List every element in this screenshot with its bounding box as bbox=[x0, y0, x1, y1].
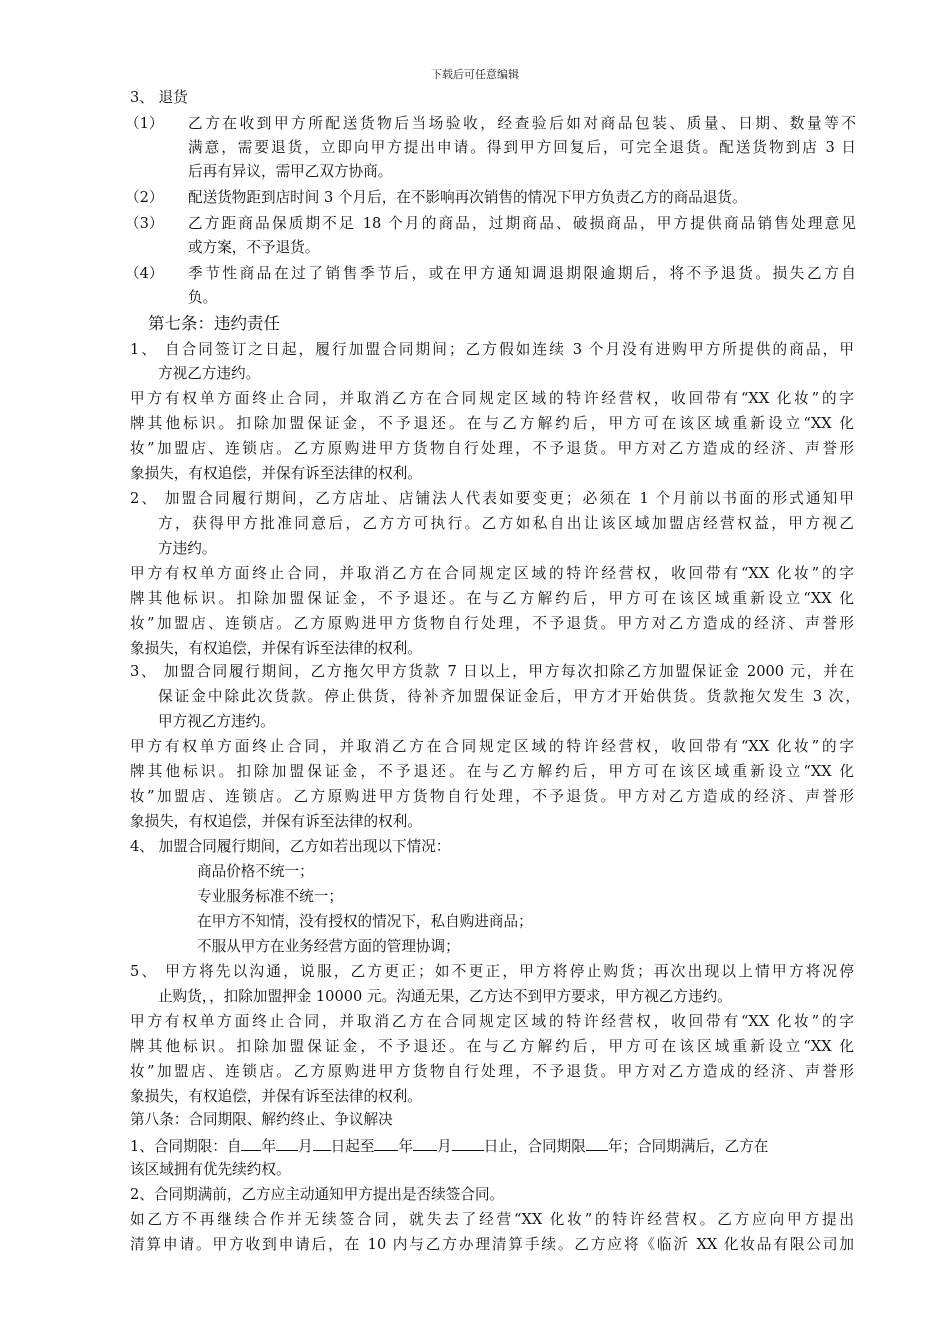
list-item-line: 满意，需要退货，立即向甲方提出申请。得到甲方回复后，可完全退货。配送货物到店 3 日 bbox=[188, 139, 856, 156]
page-header: 下载后可任意编辑 bbox=[431, 68, 519, 81]
blank-start-month bbox=[276, 1135, 298, 1151]
blank-term-years bbox=[586, 1135, 608, 1151]
renew-line: 2、合同期满前，乙方应主动通知甲方提出是否续签合同。 bbox=[130, 1186, 505, 1203]
list-item-line: 负。 bbox=[188, 289, 218, 306]
term-text: 年 bbox=[398, 1138, 414, 1155]
penalty-line: 甲方有权单方面终止合同，并取消乙方在合同规定区域的特许经营权，收回带有“XX 化妆”的字 bbox=[130, 1013, 854, 1030]
penalty-line: 牌其他标识。扣除加盟保证金，不予退还。在与乙方解约后，甲方可在该区域重新设立“XX 化 bbox=[130, 415, 854, 432]
penalty-line: 牌其他标识。扣除加盟保证金，不予退还。在与乙方解约后，甲方可在该区域重新设立“XX 化 bbox=[130, 590, 854, 607]
blank-end-month bbox=[413, 1135, 437, 1151]
term-text: 日起至 bbox=[330, 1138, 375, 1155]
term-text: 日止，合同期限 bbox=[483, 1138, 586, 1155]
settle-line: 清算申请。甲方收到申请后，在 10 内与乙方办理清算手续。乙方应将《临沂 XX 化妆品有限公司加 bbox=[130, 1236, 854, 1253]
penalty-line: 象损失，有权追偿，并保有诉至法律的权利。 bbox=[130, 1088, 422, 1105]
list-item-number: （3） bbox=[125, 215, 164, 232]
clause-line: 2、 加盟合同履行期间，乙方店址、店铺法人代表如要变更；必须在 1 个月前以书面的形式通知甲 bbox=[130, 490, 854, 507]
returns-title: 3、 退货 bbox=[130, 89, 188, 106]
penalty-line: 象损失，有权追偿，并保有诉至法律的权利。 bbox=[130, 640, 422, 657]
list-item-number: （2） bbox=[125, 189, 164, 206]
term-text: 年；合同期满后，乙方在 bbox=[607, 1138, 769, 1155]
sub-item: 不服从甲方在业务经营方面的管理协调； bbox=[197, 938, 460, 955]
clause-line: 4、 加盟合同履行期间，乙方如若出现以下情况： bbox=[130, 838, 451, 855]
penalty-line: 妆”加盟店、连锁店。乙方原购进甲方货物自行处理，不予退货。甲方对乙方造成的经济、声誉形 bbox=[130, 440, 854, 457]
list-item-line: 季节性商品在过了销售季节后，或在甲方通知调退期限逾期后，将不予退货。损失乙方自 bbox=[188, 265, 856, 282]
penalty-line: 甲方有权单方面终止合同，并取消乙方在合同规定区域的特许经营权，收回带有“XX 化妆”的字 bbox=[130, 738, 854, 755]
term-line: 该区域拥有优先续约权。 bbox=[130, 1161, 291, 1178]
penalty-line: 妆”加盟店、连锁店。乙方原购进甲方货物自行处理，不予退货。甲方对乙方造成的经济、声誉形 bbox=[130, 615, 854, 632]
sub-item: 在甲方不知情，没有授权的情况下，私自购进商品； bbox=[197, 913, 533, 930]
article-7-title: 第七条：违约责任 bbox=[148, 314, 280, 333]
list-item-number: （1） bbox=[125, 115, 164, 132]
clause-line: 甲方视乙方违约。 bbox=[158, 713, 275, 730]
sub-item: 专业服务标准不统一； bbox=[197, 888, 343, 905]
list-item-line: 乙方在收到甲方所配送货物后当场验收，经查验后如对商品包装、质量、日期、数量等不 bbox=[188, 115, 856, 132]
list-item-line: 乙方距商品保质期不足 18 个月的商品，过期商品、破损商品，甲方提供商品销售处理意见 bbox=[188, 215, 856, 232]
sub-item: 商品价格不统一； bbox=[197, 863, 314, 880]
penalty-line: 妆”加盟店、连锁店。乙方原购进甲方货物自行处理，不予退货。甲方对乙方造成的经济、声誉形 bbox=[130, 788, 854, 805]
clause-line: 方违约。 bbox=[158, 540, 217, 557]
list-item-line: 后再有异议，需甲乙双方协商。 bbox=[188, 163, 393, 180]
penalty-line: 象损失，有权追偿，并保有诉至法律的权利。 bbox=[130, 813, 422, 830]
clause-line: 5、 甲方将先以沟通，说服，乙方更正；如不更正，甲方将停止购货；再次出现以上情甲方将况停 bbox=[130, 963, 854, 980]
penalty-line: 牌其他标识。扣除加盟保证金，不予退还。在与乙方解约后，甲方可在该区域重新设立“XX 化 bbox=[130, 763, 854, 780]
list-item-number: （4） bbox=[125, 265, 164, 282]
blank-end-day bbox=[452, 1135, 484, 1151]
penalty-line: 甲方有权单方面终止合同，并取消乙方在合同规定区域的特许经营权，收回带有“XX 化妆”的字 bbox=[130, 565, 854, 582]
term-line bbox=[130, 1135, 768, 1157]
penalty-line: 牌其他标识。扣除加盟保证金，不予退还。在与乙方解约后，甲方可在该区域重新设立“XX 化 bbox=[130, 1038, 854, 1055]
article-8-title: 第八条：合同期限、解约终止、争议解决 bbox=[130, 1111, 393, 1128]
clause-line: 方，获得甲方批准同意后，乙方方可执行。乙方如私自出让该区域加盟店经营权益，甲方视乙 bbox=[158, 515, 854, 532]
list-item-line: 配送货物距到店时间 3 个月后，在不影响再次销售的情况下甲方负责乙方的商品退货。 bbox=[188, 189, 747, 206]
list-item-line: 或方案，不予退货。 bbox=[188, 239, 320, 256]
term-text: 月 bbox=[298, 1138, 313, 1155]
blank-start-year bbox=[241, 1135, 261, 1151]
clause-line: 1、 自合同签订之日起，履行加盟合同期间；乙方假如连续 3 个月没有进购甲方所提供的商品，甲 bbox=[130, 341, 854, 358]
clause-line: 保证金中除此次货款。停止供货，待补齐加盟保证金后，甲方才开始供货。货款拖欠发生 3 次， bbox=[158, 688, 860, 705]
settle-line: 如乙方不再继续合作并无续签合同，就失去了经营“XX 化妆”的特许经营权。乙方应向甲方提出 bbox=[130, 1211, 854, 1228]
penalty-line: 象损失，有权追偿，并保有诉至法律的权利。 bbox=[130, 465, 422, 482]
penalty-line: 甲方有权单方面终止合同，并取消乙方在合同规定区域的特许经营权，收回带有“XX 化妆”的字 bbox=[130, 390, 854, 407]
blank-end-year bbox=[374, 1135, 398, 1151]
blank-start-day bbox=[313, 1135, 331, 1151]
term-text: 1、合同期限：自 bbox=[130, 1138, 242, 1155]
clause-line: 止购货，，扣除加盟押金 10000 元。沟通无果，乙方达不到甲方要求，甲方视乙方违约。 bbox=[158, 988, 732, 1005]
clause-line: 3、 加盟合同履行期间，乙方拖欠甲方货款 7 日以上，甲方每次扣除乙方加盟保证金 2000 元，并在 bbox=[130, 663, 854, 680]
penalty-line: 妆”加盟店、连锁店。乙方原购进甲方货物自行处理，不予退货。甲方对乙方造成的经济、声誉形 bbox=[130, 1063, 854, 1080]
clause-line: 方视乙方违约。 bbox=[158, 365, 261, 382]
term-text: 月 bbox=[437, 1138, 452, 1155]
term-text: 年 bbox=[261, 1138, 277, 1155]
